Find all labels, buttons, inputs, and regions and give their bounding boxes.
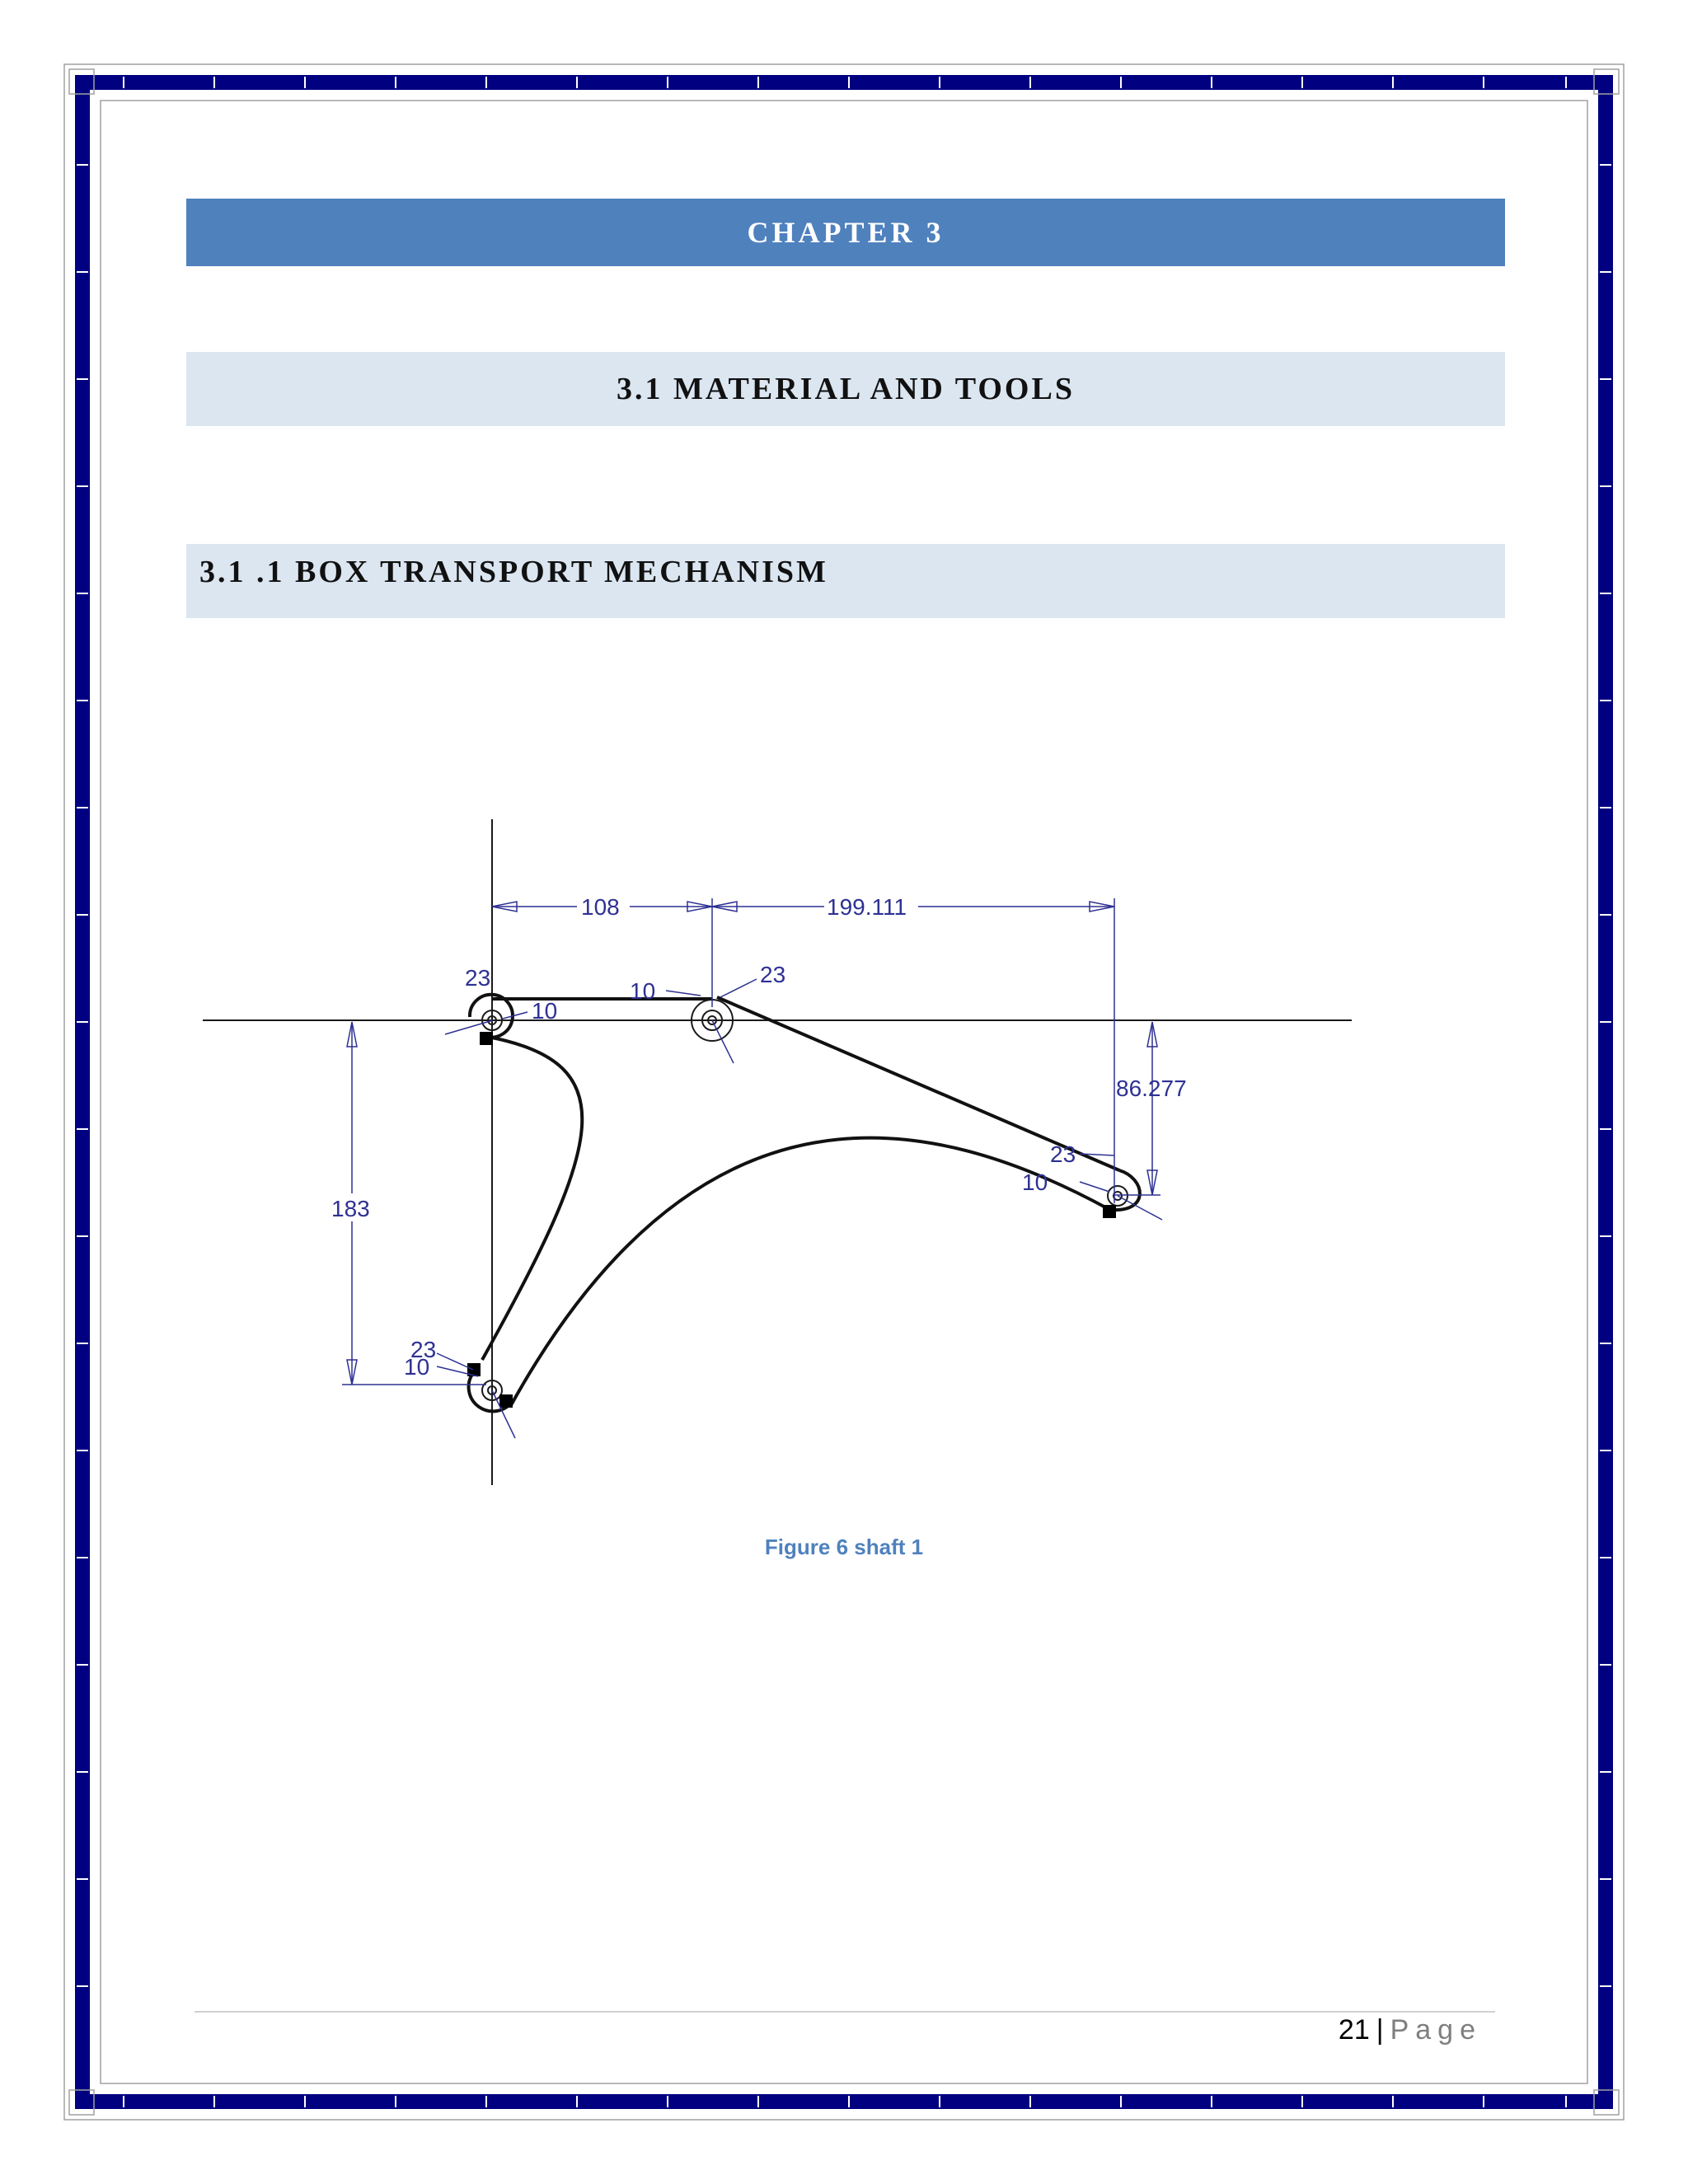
section-heading	[186, 352, 1505, 426]
radius-label-10: 10	[532, 998, 558, 1024]
subsection-heading-text: 3.1 .1 BOX TRANSPORT MECHANISM	[199, 555, 828, 589]
subsection-heading	[186, 544, 1505, 618]
radius-label-23: 23	[760, 962, 786, 987]
radius-label-23: 23	[410, 1337, 437, 1362]
page-number: 21	[1338, 2014, 1370, 2046]
footer-separator: |	[1376, 2014, 1384, 2046]
figure-caption: Figure 6 shaft 1	[764, 1535, 924, 1559]
page-label: Page	[1390, 2014, 1482, 2046]
chapter-heading-text: CHAPTER 3	[747, 216, 945, 249]
section-heading-text: 3.1 MATERIAL AND TOOLS	[617, 372, 1075, 406]
shaft-profile	[469, 995, 1140, 1412]
radius-label-10: 10	[404, 1354, 430, 1380]
dimension-86-277: 86.277	[1116, 1076, 1187, 1101]
radius-label-10: 10	[1022, 1169, 1048, 1195]
footer-divider	[195, 2011, 1495, 2013]
radius-label-23: 23	[465, 965, 491, 991]
dimension-108: 108	[581, 894, 620, 920]
dimension-183: 183	[331, 1196, 370, 1221]
dimension-199-111: 199.111	[827, 894, 907, 920]
chapter-heading	[186, 199, 1505, 266]
shaft-sketch-figure	[190, 816, 1385, 1500]
constraint-squares	[467, 1032, 1116, 1408]
joint-markers	[482, 1000, 1128, 1400]
page-footer	[1339, 2014, 1482, 2046]
radius-label-23: 23	[1050, 1141, 1076, 1167]
radius-label-10: 10	[630, 978, 656, 1004]
